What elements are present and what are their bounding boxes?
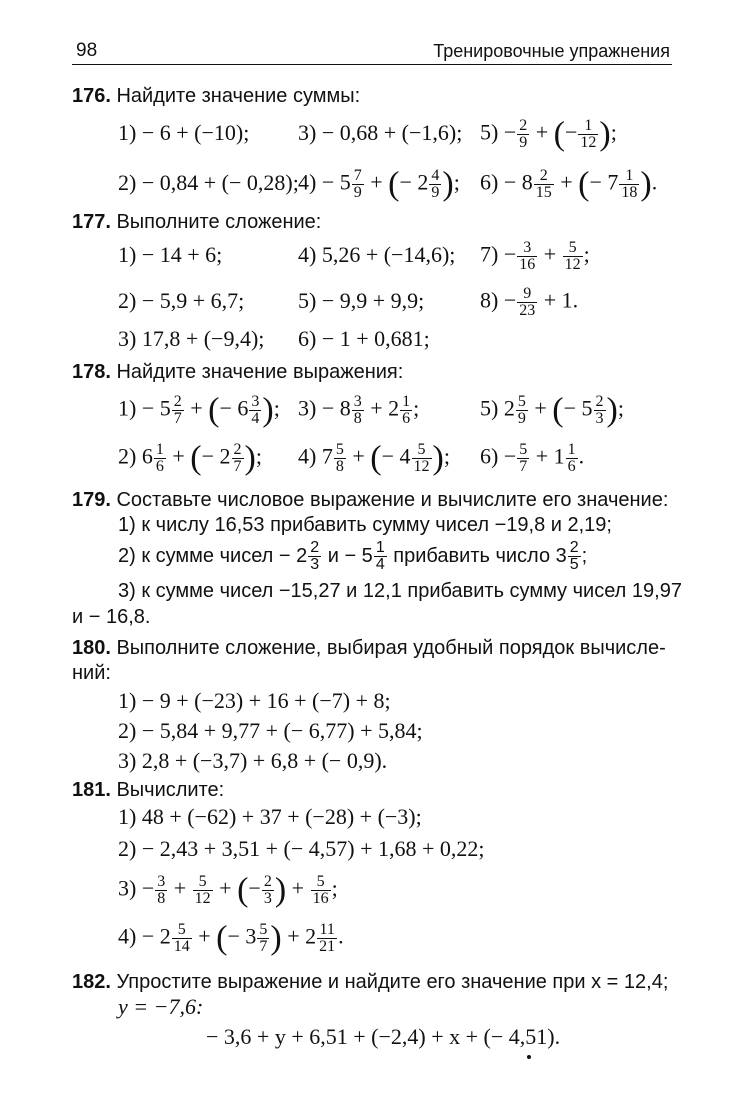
expression: − 3,6 + y + 6,51 + (−2,4) + x + (− 4,51). xyxy=(206,1024,561,1049)
expression: 6) − $\frac{5}{7}$ + 1 $\frac{1}{6}$ . xyxy=(480,441,585,475)
text-line: ний: xyxy=(72,662,111,684)
expression: 3) 2,8 + (−3,7) + 6,8 + (− 0,9). xyxy=(118,748,388,773)
problem-179-heading: 179. Составьте числовое выражение и вычислите его значение: xyxy=(72,489,669,511)
text-line: 3) к сумме чисел −15,27 и 12,1 прибавить сумму чисел 19,97 xyxy=(118,580,682,602)
expression: 2) 6 $\frac{1}{6}$ + (− 2 $\frac{2}{7}$ ); xyxy=(118,439,262,477)
running-title: Тренировочные упражнения xyxy=(433,41,670,61)
problem-181-heading: 181. Вычислите: xyxy=(72,779,225,801)
text-line: y = −7,6: xyxy=(118,994,204,1019)
problem-178-heading: 178. Найдите значение выражения: xyxy=(72,361,404,383)
expression: 2) − 5,84 + 9,77 + (− 6,77) + 5,84; xyxy=(118,718,423,743)
expression: 6) − 1 + 0,681; xyxy=(298,326,430,351)
expression: 1) 48 + (−62) + 37 + (−28) + (−3); xyxy=(118,804,422,829)
expression: 4) − 2 $\frac{5}{14}$ + (− 3 $\frac{5}{7}$ ) + 2 $\frac{11}{21}$ . xyxy=(118,919,344,957)
problem-177-heading: 177. Выполните сложение: xyxy=(72,211,322,233)
expression: 4) 5,26 + (−14,6); xyxy=(298,242,456,267)
fraction: $\frac{1}{12}$ xyxy=(580,117,597,151)
expression: 7) − $\frac{3}{16}$ + $\frac{5}{12}$ ; xyxy=(480,239,590,273)
expression: 4) 7 $\frac{5}{8}$ + (− 4 $\frac{5}{12}$ ); xyxy=(298,439,450,477)
problem-title: Найдите значение суммы: xyxy=(116,85,361,107)
expression: 2) − 2,43 + 3,51 + (− 4,57) + 1,68 + 0,22; xyxy=(118,836,485,861)
page-number: 98 xyxy=(76,40,98,61)
expression: 8) − $\frac{9}{23}$ + 1. xyxy=(480,285,579,319)
text-line: 2) к сумме чисел − 2 $\frac{2}{3}$ и − 5 $\frac{1}{4}$ прибавить число 3 $\frac{2}{5}$ ; xyxy=(118,539,588,573)
expression: 1) − 5 $\frac{2}{7}$ + (− 6 $\frac{3}{4}$ ); xyxy=(118,391,280,429)
expression: 3) − 8 $\frac{3}{8}$ + 2 $\frac{1}{6}$ ; xyxy=(298,393,420,427)
page-header xyxy=(72,36,672,65)
expression: 1) − 14 + 6; xyxy=(118,242,223,267)
expression: 2) − 5,9 + 6,7; xyxy=(118,288,245,313)
expression: 6) − 8 $\frac{2}{15}$ + (− 7 $\frac{1}{18}$ ). xyxy=(480,165,658,203)
expression: 1) − 6 + (−10); xyxy=(118,120,250,145)
speck xyxy=(527,1055,531,1059)
problem-176-heading xyxy=(72,82,360,109)
problem-number: 176. xyxy=(72,85,111,107)
expression: 2) − 0,84 + (− 0,28); xyxy=(118,170,299,195)
expression: 5) 2 $\frac{5}{9}$ + (− 5 $\frac{2}{3}$ ); xyxy=(480,391,624,429)
fraction: $\frac{4}{9}$ xyxy=(431,167,440,201)
fraction: $\frac{7}{9}$ xyxy=(353,167,362,201)
expression: 5) − $\frac{2}{9}$ + (− $\frac{1}{12}$ ); xyxy=(480,115,617,153)
expression: 3) 17,8 + (−9,4); xyxy=(118,326,265,351)
text-line: и − 16,8. xyxy=(72,606,151,628)
expression: 1) − 9 + (−23) + 16 + (−7) + 8; xyxy=(118,688,391,713)
fraction: $\frac{2}{15}$ xyxy=(535,167,552,201)
expression: 5) − 9,9 + 9,9; xyxy=(298,288,425,313)
expression: 3) − 0,68 + (−1,6); xyxy=(298,120,463,145)
expression: 4) − 5 $\frac{7}{9}$ + (− 2 $\frac{4}{9}$ ); xyxy=(298,165,460,203)
problem-182-heading: 182. Упростите выражение и найдите его значение при x = 12,4; xyxy=(72,971,669,993)
problem-180-heading: 180. Выполните сложение, выбирая удобный порядок вычисле- xyxy=(72,637,666,659)
expression: 3) − $\frac{3}{8}$ + $\frac{5}{12}$ + (− $\frac{2}{3}$ ) + $\frac{5}{16}$ ; xyxy=(118,871,338,909)
fraction: $\frac{1}{18}$ xyxy=(621,167,638,201)
fraction: $\frac{2}{9}$ xyxy=(519,117,528,151)
text-line: 1) к числу 16,53 прибавить сумму чисел −19,8 и 2,19; xyxy=(118,514,612,536)
